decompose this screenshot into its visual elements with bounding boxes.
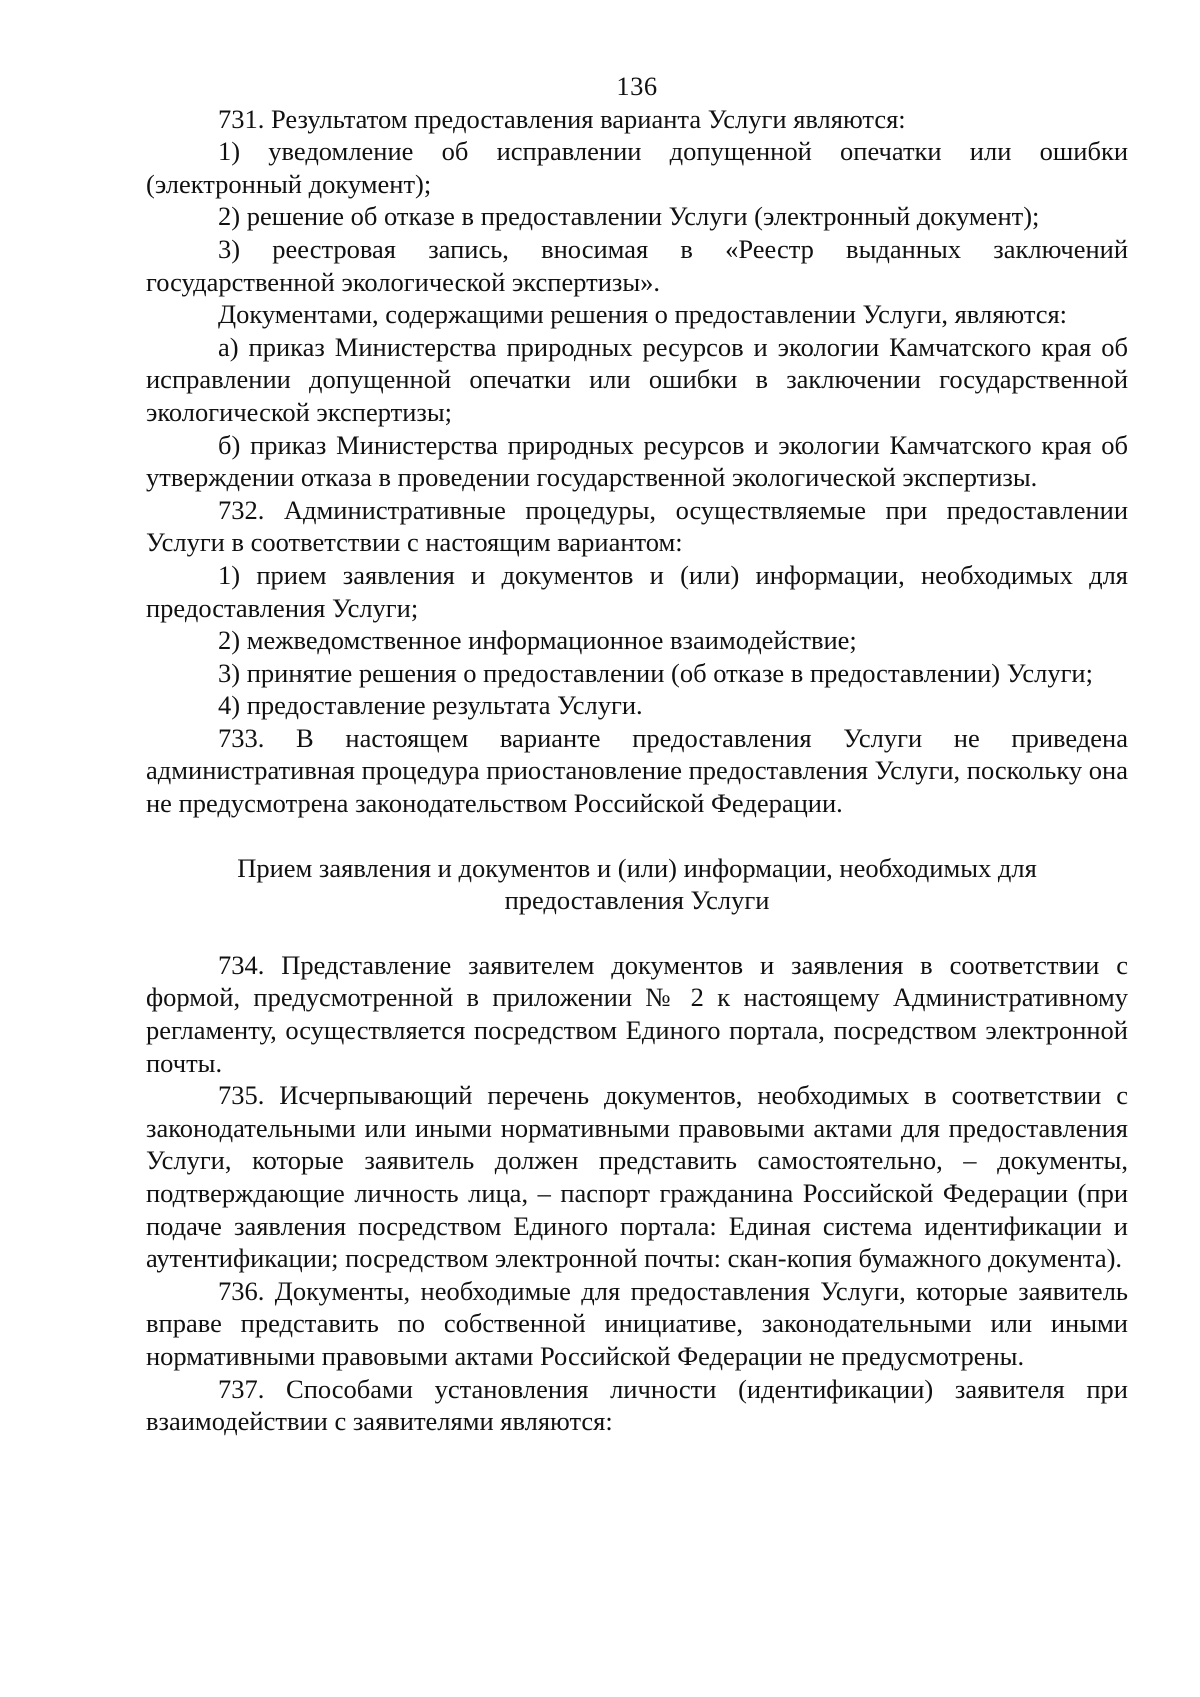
page-number: 136 — [616, 71, 658, 101]
paragraph-731: 731. Результатом предоставления варианта Услуги являются: — [218, 103, 906, 134]
section-heading-line-1: Прием заявления и документов и (или) информации, необходимых для — [237, 852, 1037, 883]
list-item-notification: 1) уведомление об исправлении допущенной опечатки или ошибки (электронный документ); — [146, 136, 1128, 199]
paragraph-732: 732. Административные процедуры, осуществляемые при предоставлении Услуги в соответствии с настоящим вариантом: — [146, 494, 1128, 558]
paragraph-733: 733. В настоящем варианте предоставления Услуги не приведена административная процедура приостановление предоставления Услуги, поскольку она не предусмотрена законодательством Российской Федерации. — [146, 722, 1128, 819]
paragraph-decision-documents: Документами, содержащими решения о предоставлении Услуги, являются: — [218, 299, 1068, 330]
paragraph-735: 735. Исчерпывающий перечень документов, необходимых в соответствии с законодательными или иными нормативными правовыми актами для предоставления Услуги, которые заявитель должен представить самостоятельно, – документы, подтверждающие личность лица, – паспорт гражданина Российской Федерации (при подаче заявления посредством Единого портала: Единая система идентификации и аутентификации; посредством электронной почты: скан-копия бумажного документа). — [146, 1080, 1128, 1274]
list-item-refusal: 2) решение об отказе в предоставлении Услуги (электронный документ); — [218, 201, 1040, 232]
list-item-reception: 1) прием заявления и документов и (или) информации, необходимых для предоставления Услуги; — [146, 559, 1128, 623]
list-item-decision: 3) принятие решения о предоставлении (об отказе в предоставлении) Услуги; — [218, 657, 1093, 688]
list-item-interagency: 2) межведомственное информационное взаимодействие; — [218, 625, 857, 656]
list-item-order-correction: а) приказ Министерства природных ресурсов и экологии Камчатского края об исправлении допущенной опечатки или ошибки в заключении государственной экологической экспертизы; — [146, 331, 1128, 427]
paragraph-734: 734. Представление заявителем документов и заявления в соответствии с формой, предусмотренной в приложении № 2 к настоящему Административному регламенту, осуществляется посредством Единого портала, посредством электронной почты. — [146, 949, 1128, 1078]
list-item-registry-entry: 3) реестровая запись, вносимая в «Реестр выданных заключений государственной экологической экспертизы». — [146, 233, 1128, 297]
page-content — [146, 70, 1128, 1438]
section-heading — [146, 852, 1128, 917]
section-heading-line-2: предоставления Услуги — [504, 885, 770, 916]
list-item-order-refusal: б) приказ Министерства природных ресурсов и экологии Камчатского края об утверждении отказа в проведении государственной экологической экспертизы. — [146, 429, 1128, 493]
paragraph-736: 736. Документы, необходимые для предоставления Услуги, которые заявитель вправе представить по собственной инициативе, законодательными или иными нормативными правовыми актами Российской Федерации не предусмотрены. — [146, 1275, 1128, 1371]
paragraph-737: 737. Способами установления личности (идентификации) заявителя при взаимодействии с заявителями являются: — [146, 1373, 1128, 1437]
list-item-result: 4) предоставление результата Услуги. — [218, 690, 643, 721]
